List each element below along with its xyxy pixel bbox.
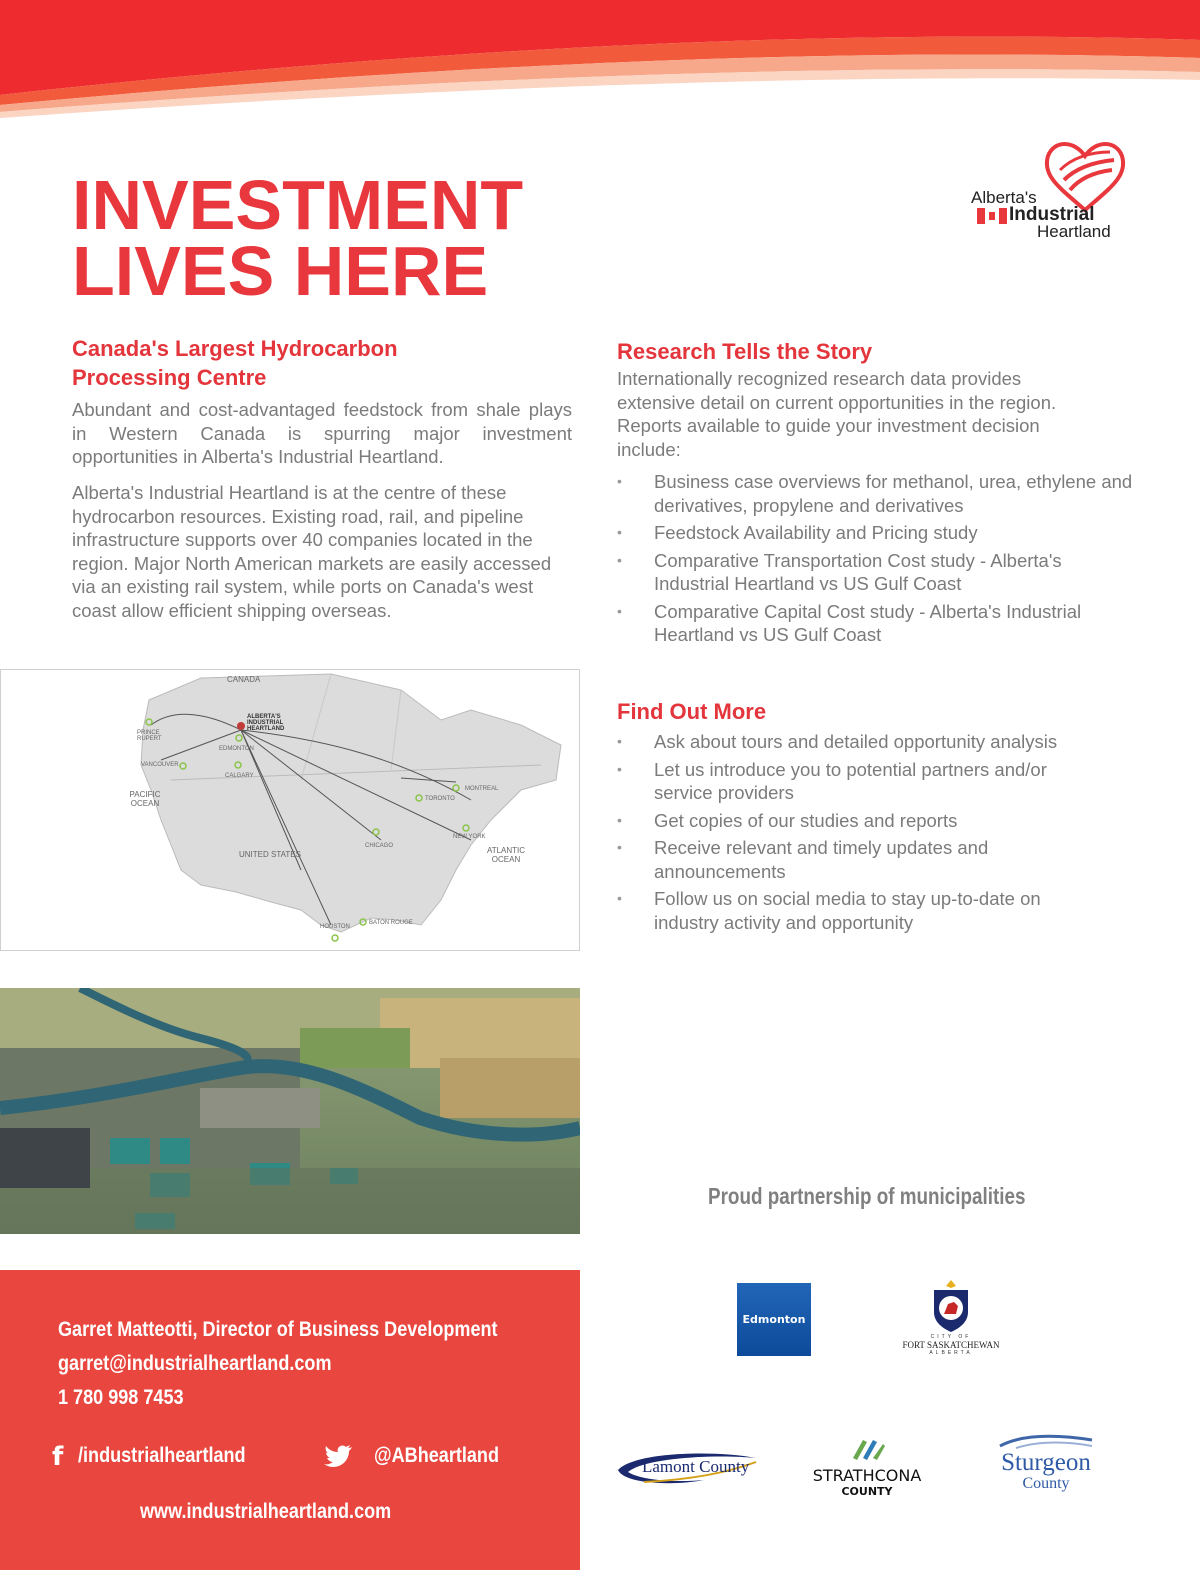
list-item: • Receive relevant and timely updates and announcements xyxy=(617,836,1097,883)
list-item: • Business case overviews for methanol, urea, ethylene and derivatives, propylene and derivatives xyxy=(617,470,1137,517)
edmonton-logo-text: Edmonton xyxy=(742,1313,806,1326)
contact-panel xyxy=(0,1270,580,1570)
lamont-county-text: Lamont County xyxy=(642,1457,750,1476)
contact-email[interactable]: garret@industrialheartland.com xyxy=(58,1352,332,1375)
map-label-toronto: TORONTO xyxy=(425,796,455,802)
list-item: • Get copies of our studies and reports xyxy=(617,809,1097,833)
edmonton-logo xyxy=(737,1283,811,1356)
sturgeon-text-1: Sturgeon xyxy=(1001,1449,1091,1476)
list-item: • Follow us on social media to stay up-to-date on industry activity and opportunity xyxy=(617,887,1097,934)
map-label-heartland: ALBERTA'S INDUSTRIAL HEARTLAND xyxy=(247,714,285,732)
research-heading: Research Tells the Story xyxy=(617,339,873,364)
title-line-1: INVESTMENT xyxy=(72,166,524,244)
fort-saskatchewan-logo xyxy=(896,1278,1006,1362)
sturgeon-text-2: County xyxy=(1022,1475,1070,1492)
twitter-icon[interactable] xyxy=(324,1444,354,1468)
fort-sask-city: CITY OF xyxy=(930,1334,972,1340)
map-label-calgary: CALGARY xyxy=(225,773,254,779)
left-paragraph-1: Abundant and cost-advantaged feedstock from shale plays in Western Canada is spurring major investment opportunities in Alberta's Industrial Heartland. xyxy=(72,399,572,467)
twitter-handle[interactable]: @ABheartland xyxy=(374,1444,499,1467)
north-america-map xyxy=(0,669,580,951)
map-label-canada: CANADA xyxy=(227,675,261,684)
list-item: • Feedstock Availability and Pricing study xyxy=(617,521,1137,545)
canada-flag-icon xyxy=(977,208,1007,224)
fort-sask-name: FORT SASKATCHEWAN xyxy=(902,1340,1000,1350)
fort-sask-prov: ALBERTA xyxy=(929,1350,973,1356)
map-label-houston: HOUSTON xyxy=(320,924,350,930)
map-label-vancouver: VANCOUVER xyxy=(141,762,179,768)
left-section-heading: Canada's Largest Hydrocarbon Processing Centre xyxy=(72,336,398,390)
list-item: • Comparative Transportation Cost study - Alberta's Industrial Heartland vs US Gulf Coast xyxy=(617,549,1137,596)
continent-shape xyxy=(1,670,580,951)
find-out-more-heading: Find Out More xyxy=(617,699,767,724)
strathcona-text-2: COUNTY xyxy=(841,1485,893,1498)
map-label-chicago: CHICAGO xyxy=(365,843,394,849)
website-link[interactable]: www.industrialheartland.com xyxy=(140,1500,392,1523)
contact-phone: 1 780 998 7453 xyxy=(58,1386,184,1409)
partners-heading: Proud partnership of municipalities xyxy=(708,1183,1026,1209)
map-label-united-states: UNITED STATES xyxy=(239,850,301,859)
title-line-2: LIVES HERE xyxy=(72,232,489,310)
contact-name-title: Garret Matteotti, Director of Business Development xyxy=(58,1318,498,1341)
fort-saskatchewan-crest-icon xyxy=(928,1278,974,1334)
left-paragraph-2: Alberta's Industrial Heartland is at the centre of these hydrocarbon resources. Existing road, rail, and pipeline infrastructure supports over 40 companies located in the region. Major North American markets are easily accessed via an existing rail system, while ports on Canada's west coast allow efficient shipping overseas. xyxy=(72,482,552,621)
strathcona-text-1: STRATHCONA xyxy=(812,1466,922,1485)
strathcona-leaves-icon xyxy=(847,1436,887,1462)
header-swoosh-band xyxy=(0,0,1200,140)
facebook-icon[interactable]: f xyxy=(52,1442,64,1472)
lamont-county-logo xyxy=(614,1448,760,1488)
map-label-atlantic: ATLANTIC OCEAN xyxy=(486,846,526,864)
sturgeon-county-logo xyxy=(994,1434,1098,1502)
strathcona-county-logo xyxy=(804,1436,930,1502)
logo-line-2: Industrial xyxy=(1009,204,1095,225)
research-intro: Internationally recognized research data provides extensive detail on current opportunities in the region. Reports available to guide your investment decision include: xyxy=(617,368,1057,460)
aerial-photo xyxy=(0,988,580,1234)
list-item: • Ask about tours and detailed opportunity analysis xyxy=(617,730,1097,754)
page-title xyxy=(72,166,524,310)
find-out-more-list xyxy=(617,730,1097,938)
research-list xyxy=(617,470,1137,651)
list-item: • Comparative Capital Cost study - Alberta's Industrial Heartland vs US Gulf Coast xyxy=(617,600,1137,647)
list-item: • Let us introduce you to potential partners and/or service providers xyxy=(617,758,1097,805)
map-label-baton-rouge: BATON ROUGE xyxy=(369,920,413,926)
map-label-montreal: MONTREAL xyxy=(465,786,499,792)
facebook-handle[interactable]: /industrialheartland xyxy=(78,1444,246,1467)
sturgeon-river-icon xyxy=(996,1434,1096,1450)
heartland-logo xyxy=(965,138,1135,248)
logo-line-3: Heartland xyxy=(1037,222,1111,241)
map-label-edmonton: EDMONTON xyxy=(219,746,254,752)
map-label-prince-rupert: PRINCE RUPERT xyxy=(137,730,162,742)
map-label-pacific: PACIFIC OCEAN xyxy=(129,790,161,808)
logo-line-1: Alberta's xyxy=(971,188,1037,207)
map-label-new-york: NEW YORK xyxy=(453,834,486,840)
